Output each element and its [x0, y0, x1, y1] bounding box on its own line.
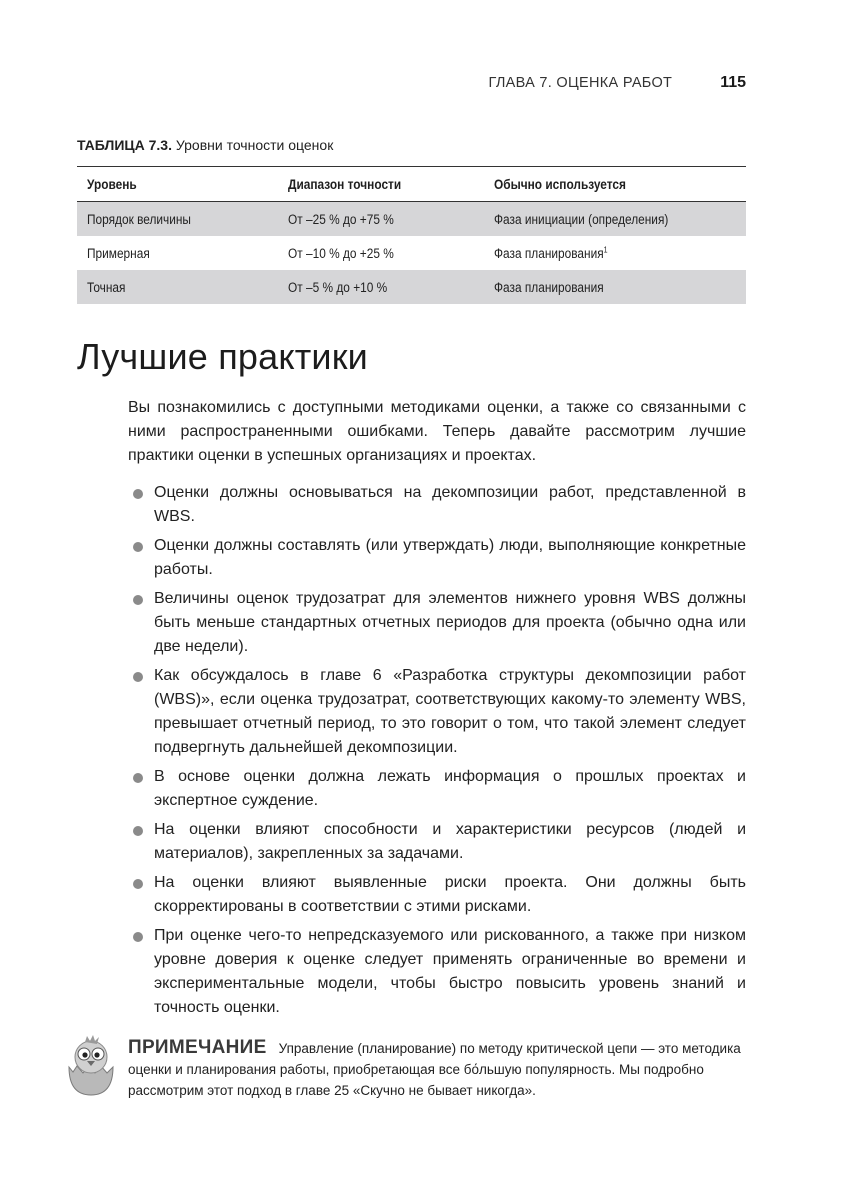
- bullet-icon: [133, 542, 143, 552]
- section-heading: Лучшие практики: [77, 336, 368, 377]
- list-item: Как обсуждалось в главе 6 «Разработка структуры декомпозиции работ (WBS)», если оценка трудозатрат, соответствующих какому-то элементу WBS, превышает отчетный период, то это говорит о том, что такой элемент следует подвергнуть дальнейшей декомпозиции.: [128, 664, 746, 760]
- running-header: [488, 74, 746, 92]
- best-practices-list: [128, 481, 746, 1025]
- table-caption: [77, 137, 333, 153]
- bullet-icon: [133, 826, 143, 836]
- hatching-chick-icon: [65, 1033, 117, 1097]
- list-item: Оценки должны основываться на декомпозиции работ, представленной в WBS.: [128, 481, 746, 529]
- bullet-icon: [133, 595, 143, 605]
- table-row: [77, 270, 746, 304]
- list-item: Оценки должны составлять (или утверждать) люди, выполняющие конкретные работы.: [128, 534, 746, 582]
- table-cell: Порядок величины: [77, 202, 278, 237]
- page-number: 115: [720, 74, 746, 91]
- list-item: Величины оценок трудозатрат для элементов нижнего уровня WBS должны быть меньше стандартных отчетных периодов для проекта (обычно одна или две недели).: [128, 587, 746, 659]
- table-caption-text: Уровни точности оценок: [175, 137, 334, 153]
- table-cell: Фаза планирования$^1$: [494, 245, 608, 261]
- note-body: Управление (планирование) по методу критической цепи — это методика оценки и планирования работы, приобретающая все бо́льшую популярность. Мы подробно рассмотрим этот подход в главе 25 «Скучно не бывает никогда».: [128, 1041, 741, 1098]
- table-cell: От –10 % до +25 %: [288, 245, 394, 261]
- list-item: При оценке чего-то непредсказуемого или рискованного, а также при низком уровне доверия к оценке следует применять ограниченные во времени и экспериментальные модели, чтобы быстро повысить уровень знаний и точность оценки.: [128, 924, 746, 1020]
- footnote-mark: 1: [603, 245, 608, 254]
- table-cell: От –5 % до +10 %: [278, 270, 484, 304]
- bullet-icon: [133, 489, 143, 499]
- column-header: Обычно используется: [484, 167, 746, 202]
- table-row: [77, 236, 746, 270]
- table-cell: От –25 % до +75 %: [278, 202, 484, 237]
- note-label: ПРИМЕЧАНИЕ: [128, 1037, 267, 1058]
- bullet-icon: [133, 932, 143, 942]
- table-cell: Точная: [77, 270, 278, 304]
- bullet-icon: [133, 672, 143, 682]
- chapter-title: ГЛАВА 7. ОЦЕНКА РАБОТ: [488, 75, 673, 91]
- table-row: [77, 202, 746, 237]
- table-cell: Примерная: [87, 245, 150, 261]
- table-caption-label: ТАБЛИЦА 7.3.: [77, 137, 172, 153]
- note-block: [65, 1033, 747, 1113]
- bullet-icon: [133, 879, 143, 889]
- table-cell: Фаза инициации (определения): [484, 202, 746, 237]
- list-item: На оценки влияют способности и характеристики ресурсов (людей и материалов), закрепленных за задачами.: [128, 818, 746, 866]
- accuracy-levels-table: [77, 166, 746, 304]
- note-text: [128, 1037, 747, 1101]
- column-header: Уровень: [77, 167, 278, 202]
- intro-paragraph: Вы познакомились с доступными методиками оценки, а также со связанными с ними распространенными ошибками. Теперь давайте рассмотрим лучшие практики оценки в успешных организациях и проектах.: [128, 399, 746, 464]
- list-item: На оценки влияют выявленные риски проекта. Они должны быть скорректированы в соответствии с этими рисками.: [128, 871, 746, 919]
- table-cell: Фаза планирования: [484, 270, 746, 304]
- list-item: В основе оценки должна лежать информация о прошлых проектах и экспертное суждение.: [128, 765, 746, 813]
- column-header: Диапазон точности: [278, 167, 484, 202]
- bullet-icon: [133, 773, 143, 783]
- table-header-row: [77, 167, 746, 202]
